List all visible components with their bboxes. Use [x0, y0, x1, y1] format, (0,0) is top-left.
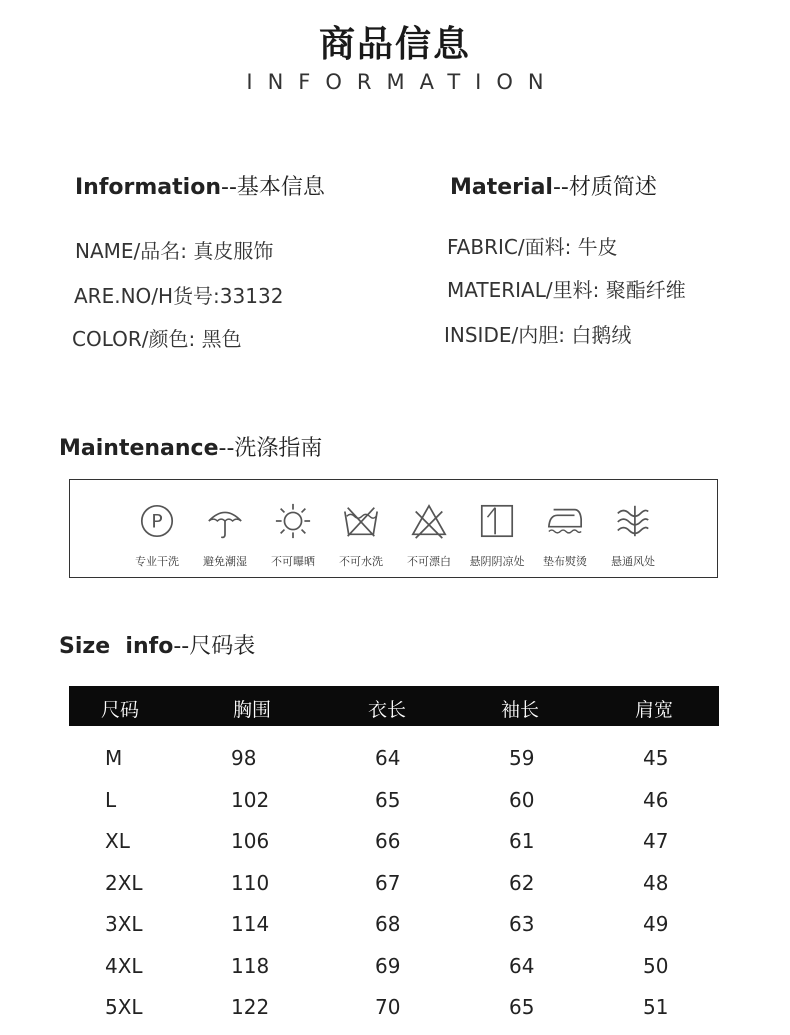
table-cell: 46	[643, 788, 669, 812]
professional-dry-clean-icon	[138, 502, 176, 540]
care-label: 避免潮湿	[203, 555, 247, 568]
hang-ventilate-icon	[614, 502, 652, 540]
table-cell: 66	[375, 829, 401, 853]
care-label: 不可漂白	[407, 555, 451, 568]
table-cell: 60	[509, 788, 535, 812]
table-cell: 63	[509, 912, 535, 936]
table-cell: 47	[643, 829, 669, 853]
table-cell: 62	[509, 871, 535, 895]
size-column-header: 肩宽	[635, 699, 674, 721]
material-heading	[450, 170, 657, 201]
care-label: 垫布熨烫	[543, 555, 587, 568]
svg-text:P: P	[151, 510, 163, 533]
table-cell: 64	[509, 954, 535, 978]
table-cell: 65	[375, 788, 401, 812]
basic-info-heading-en: Information	[75, 175, 221, 200]
table-row	[69, 954, 719, 994]
size-info-heading-en: Size info	[59, 634, 174, 659]
table-cell: 114	[231, 912, 270, 936]
table-row	[69, 829, 719, 869]
care-item-no-sun	[259, 480, 327, 577]
table-cell: M	[105, 746, 123, 770]
table-cell: 49	[643, 912, 669, 936]
basic-info-heading	[75, 170, 325, 201]
size-info-heading-zh: --尺码表	[173, 634, 256, 659]
care-item-dry-clean	[123, 480, 191, 577]
material-fabric: FABRIC/面料: 牛皮	[447, 235, 618, 259]
care-label: 专业干洗	[135, 555, 179, 568]
table-cell: XL	[105, 829, 130, 853]
table-cell: 5XL	[105, 995, 143, 1019]
material-lining: MATERIAL/里料: 聚酯纤维	[447, 278, 686, 302]
table-cell: 70	[375, 995, 401, 1019]
material-inside: INSIDE/内胆: 白鹅绒	[444, 323, 632, 347]
table-cell: 106	[231, 829, 270, 853]
maintenance-heading	[59, 431, 322, 462]
no-water-wash-icon	[342, 502, 380, 540]
table-cell: 50	[643, 954, 669, 978]
care-item-iron-cloth	[531, 480, 599, 577]
table-cell: 67	[375, 871, 401, 895]
care-item-no-wash	[327, 480, 395, 577]
table-cell: 65	[509, 995, 535, 1019]
care-label: 悬通风处	[611, 555, 655, 568]
care-label: 不可曝晒	[271, 555, 315, 568]
table-cell: 59	[509, 746, 535, 770]
sun-no-sunbathe-icon	[274, 502, 312, 540]
table-cell: 69	[375, 954, 401, 978]
table-cell: 102	[231, 788, 270, 812]
table-cell: 98	[231, 746, 257, 770]
care-item-no-bleach	[395, 480, 463, 577]
size-column-header: 衣长	[368, 699, 407, 721]
care-item-avoid-damp	[191, 480, 259, 577]
table-cell: 3XL	[105, 912, 143, 936]
maintenance-heading-zh: --洗涤指南	[218, 436, 323, 461]
table-cell: 118	[231, 954, 270, 978]
table-row	[69, 995, 719, 1035]
maintenance-heading-en: Maintenance	[59, 436, 219, 461]
size-table-header	[69, 686, 719, 726]
table-cell: 68	[375, 912, 401, 936]
table-row	[69, 746, 719, 786]
page-title: 商品信息	[318, 24, 471, 65]
care-item-ventilate	[599, 480, 667, 577]
table-row	[69, 912, 719, 952]
table-cell: 51	[643, 995, 669, 1019]
care-item-shade-dry	[463, 480, 531, 577]
size-column-header: 尺码	[101, 699, 140, 721]
iron-with-cloth-icon	[546, 502, 584, 540]
care-label: 悬阴阴凉处	[469, 555, 525, 568]
table-cell: 64	[375, 746, 401, 770]
table-cell: 4XL	[105, 954, 143, 978]
table-cell: 122	[231, 995, 270, 1019]
table-cell: L	[105, 788, 117, 812]
basic-info-name: NAME/品名: 真皮服饰	[75, 239, 274, 263]
material-heading-zh: --材质简述	[552, 175, 657, 200]
size-column-header: 胸围	[233, 699, 272, 721]
size-column-header: 袖长	[501, 699, 540, 721]
size-info-heading	[59, 629, 255, 660]
table-cell: 61	[509, 829, 535, 853]
no-bleach-icon	[410, 502, 448, 540]
table-cell: 2XL	[105, 871, 143, 895]
care-label: 不可水洗	[339, 555, 383, 568]
material-heading-en: Material	[450, 175, 553, 200]
page-subtitle: INFORMATION	[246, 70, 559, 94]
basic-info-heading-zh: --基本信息	[221, 175, 325, 200]
basic-info-item-number: ARE.NO/H货号:33132	[74, 284, 284, 308]
table-row	[69, 871, 719, 911]
table-row	[69, 788, 719, 828]
table-cell: 45	[643, 746, 669, 770]
care-instructions-box	[69, 479, 718, 578]
table-cell: 110	[231, 871, 270, 895]
basic-info-color: COLOR/颜色: 黑色	[72, 327, 242, 351]
umbrella-icon	[206, 502, 244, 540]
shade-dry-icon	[478, 502, 516, 540]
table-cell: 48	[643, 871, 669, 895]
